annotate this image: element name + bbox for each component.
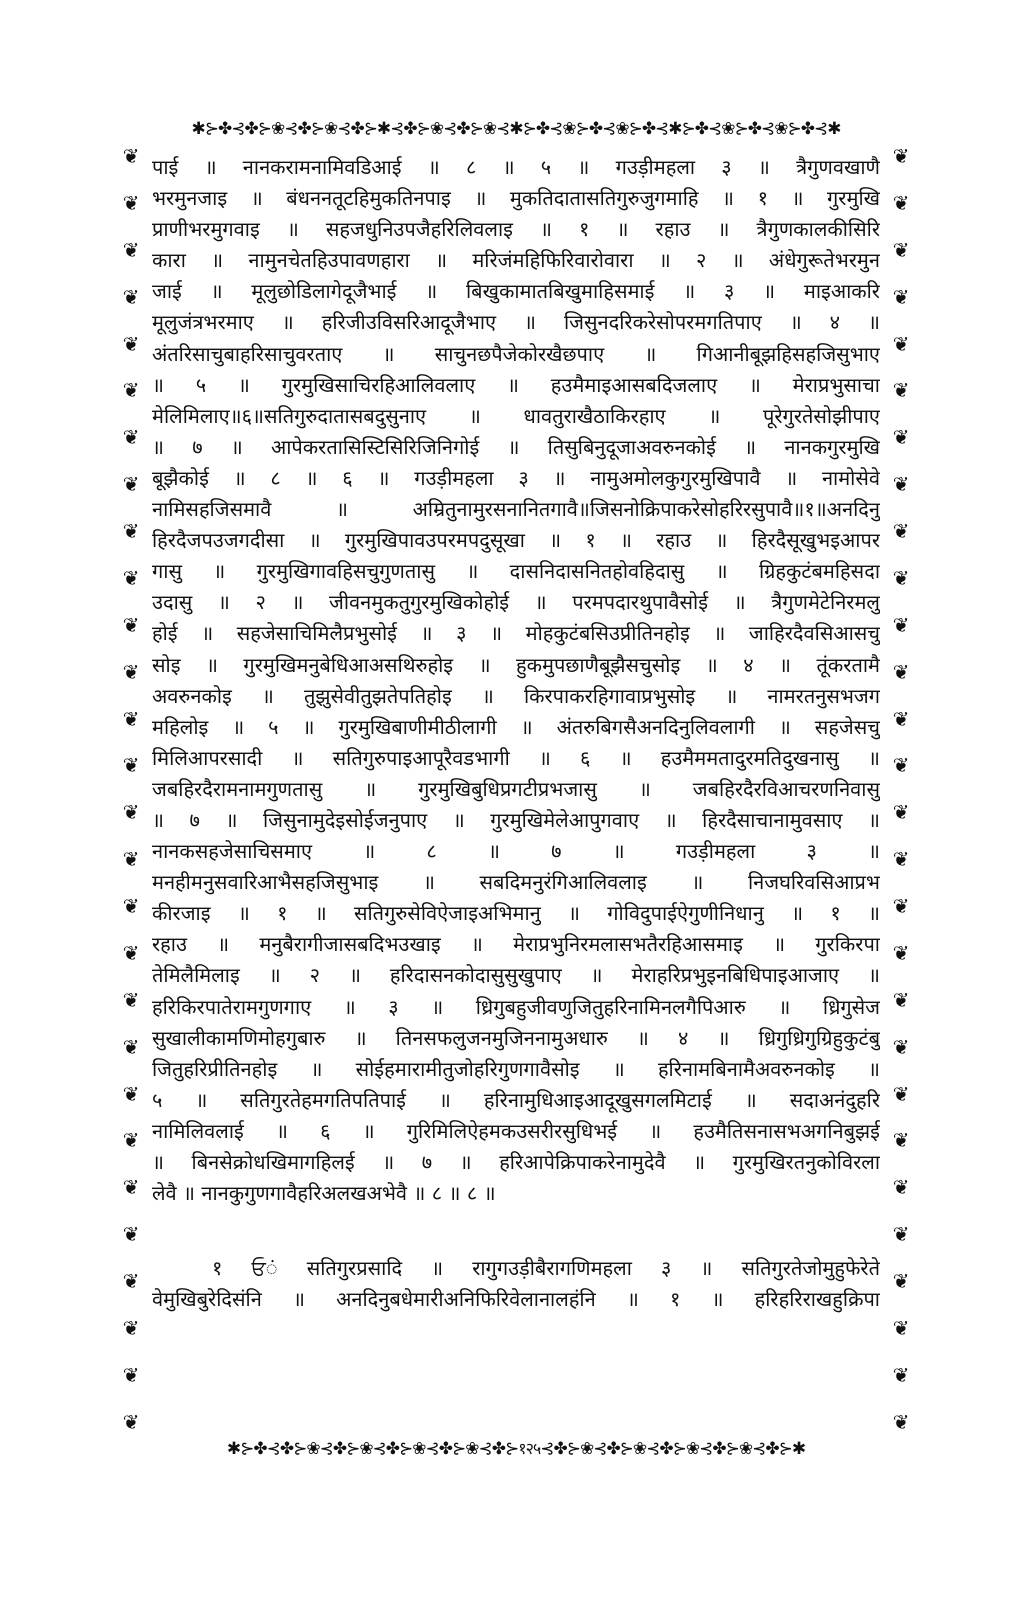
text-line: ॥ ७ ॥ आपेकरतासिस्टिसिरिजिनिगोई ॥ तिसुबिनुदूजाअवरुनकोई ॥ नानकगुरमुखि — [152, 434, 880, 459]
text-line: नानकसहजेसाचिसमाए ॥ ८ ॥ ७ ॥ गउड़ीमहला ३ ॥ — [152, 839, 880, 864]
vine-ornament-icon: ❦ — [122, 378, 140, 403]
text-line: ॥ ५ ॥ गुरमुखिसाचिरहिआलिवलाए ॥ हउमैमाइआसबदिजलाए ॥ मेराप्रभुसाचा — [152, 372, 880, 397]
section-heading-line: १ ਓं सतिगुरप्रसादि ॥ रागुगउड़ीबैरागणिमहला ३ ॥ सतिगुरतेजोमुहुफेरेते — [212, 1256, 880, 1281]
text-line: मूलुजंत्रभरमाए ॥ हरिजीउविसरिआदूजैभाए ॥ जिसुनदरिकरेसोपरमगतिपाए ॥ ४ ॥ — [152, 310, 880, 335]
vine-ornament-icon: ❦ — [122, 1034, 140, 1059]
vine-ornament-icon: ❦ — [122, 519, 140, 543]
vine-ornament-icon: ❦ — [892, 1269, 910, 1293]
vine-ornament-icon: ❦ — [122, 237, 140, 262]
vine-ornament-icon: ❦ — [122, 1362, 140, 1387]
text-line: हिरदैजपउजगदीसा ॥ गुरमुखिपावउपरमपदुसूखा ॥ १ ॥ रहाउ ॥ हिरदैसूखुभइआपर — [152, 528, 880, 553]
vine-ornament-icon: ❦ — [892, 1175, 910, 1200]
vine-ornament-icon: ❦ — [122, 706, 140, 731]
vine-ornament-icon: ❦ — [892, 425, 910, 450]
text-line: महिलोइ ॥ ५ ॥ गुरमुखिबाणीमीठीलागी ॥ अंतरुबिगसैअनदिनुलिवलागी ॥ सहजेसचु — [152, 714, 880, 739]
border-ornament-right: ⊰✤⊱❀⊰✤⊱❀⊰✤⊱❀⊰✤⊱❀⊰✤⊱✱ — [540, 1439, 806, 1459]
vine-ornament-icon: ❦ — [122, 565, 140, 590]
vine-ornament-icon: ❦ — [122, 472, 140, 497]
vine-ornament-icon: ❦ — [892, 612, 910, 637]
text-line: लेवै ॥ नानकुगुणगावैहरिअलखअभेवै ॥ ८ ॥ ८ ॥ — [152, 1181, 496, 1206]
border-ornament-left: ✱⊱✤⊰✤⊱❀⊰✤⊱❀⊰✤⊱❀⊰✤⊱❀⊰✤⊱ — [226, 1439, 519, 1459]
vine-ornament-icon: ❦ — [122, 987, 140, 1012]
text-line: प्राणीभरमुगवाइ ॥ सहजधुनिउपजैहरिलिवलाइ ॥ १ ॥ रहाउ ॥ त्रैगुणकालकीसिरि — [152, 217, 880, 242]
vine-ornament-icon: ❦ — [892, 847, 910, 872]
text-line: सोइ ॥ गुरमुखिमनुबेधिआअसथिरुहोइ ॥ हुकमुपछाणैबूझैसचुसोइ ॥ ४ ॥ तूंकरतामै — [152, 652, 880, 677]
text-line: रहाउ ॥ मनुबैरागीजासबदिभउखाइ ॥ मेराप्रभुनिरमलासभतैरहिआसमाइ ॥ गुरकिरपा — [152, 932, 880, 957]
vine-ornament-icon: ❦ — [892, 1409, 910, 1434]
text-line: अंतरिसाचुबाहरिसाचुवरताए ॥ साचुनछपैजेकोरखैछपाए ॥ गिआनीबूझहिसहजिसुभाए — [152, 341, 880, 366]
vine-ornament-icon: ❦ — [892, 1128, 910, 1153]
text-line: ॥ ७ ॥ जिसुनामुदेइसोईजनुपाए ॥ गुरमुखिमेलेआपुगवाए ॥ हिरदैसाचानामुवसाए ॥ — [152, 807, 880, 832]
vine-ornament-icon: ❦ — [122, 425, 140, 450]
vine-ornament-icon: ❦ — [892, 706, 910, 731]
vine-ornament-icon: ❦ — [892, 1034, 910, 1059]
text-line: कारा ॥ नामुनचेतहिउपावणहारा ॥ मरिजंमहिफिरिवारोवारा ॥ २ ॥ अंधेगुरूतेभरमुन — [152, 248, 880, 273]
ornamental-border-left — [118, 144, 144, 1434]
vine-ornament-icon: ❦ — [122, 1409, 140, 1434]
text-line: सुखालीकामणिमोहगुबारु ॥ तिनसफलुजनमुजिननामुअधारु ॥ ४ ॥ ध्रिगुध्रिगुग्रिहुकुटंबु — [152, 1025, 880, 1050]
text-line: भरमुनजाइ ॥ बंधननतूटहिमुकतिनपाइ ॥ मुकतिदातासतिगुरुजुगमाहि ॥ १ ॥ गुरमुखि — [152, 186, 880, 211]
vine-ornament-icon: ❦ — [892, 190, 910, 215]
text-line: ५ ॥ सतिगुरतेहमगतिपतिपाई ॥ हरिनामुधिआइआदूखुसगलमिटाई ॥ सदाअनंदुहरि — [152, 1087, 880, 1112]
vine-ornament-icon: ❦ — [892, 378, 910, 403]
vine-ornament-icon: ❦ — [122, 612, 140, 637]
vine-ornament-icon: ❦ — [122, 1175, 140, 1200]
vine-ornament-icon: ❦ — [892, 519, 910, 543]
text-line: जबहिरदैरामनामगुणतासु ॥ गुरमुखिबुधिप्रगटीप्रभजासु ॥ जबहिरदैरविआचरणनिवासु — [152, 776, 880, 801]
text-line: पाई ॥ नानकरामनामिवडिआई ॥ ८ ॥ ५ ॥ गउड़ीमहला ३ ॥ त्रैगुणवखाणै — [152, 155, 880, 179]
vine-ornament-icon: ❦ — [122, 1269, 140, 1293]
ornamental-border-top: ✱⊱✤⊰✤⊱❀⊰✤⊱❀⊰✤⊱✱⊰✤⊱❀⊰✤⊱❀⊰✱⊱✤⊰❀⊱✤⊰❀⊱✤⊰✱⊱✤⊰❀⊱✤⊰❀⊱✤⊰✱ — [191, 119, 841, 139]
vine-ornament-icon: ❦ — [122, 1128, 140, 1153]
page-frame — [118, 118, 914, 1460]
vine-ornament-icon: ❦ — [892, 894, 910, 918]
text-line: नामिसहजिसमावै ॥ अम्रितुनामुरसनानितगावै॥जिसनोक्रिपाकरेसोहरिरसुपावै॥१॥अनदिनु — [152, 497, 880, 522]
vine-ornament-icon: ❦ — [122, 284, 140, 309]
vine-ornament-icon: ❦ — [892, 1362, 910, 1387]
text-line: हरिकिरपातेरामगुणगाए ॥ ३ ॥ ध्रिगुबहुजीवणुजितुहरिनामिनलगैपिआरु ॥ ध्रिगुसेज — [152, 994, 880, 1019]
vine-ornament-icon: ❦ — [892, 331, 910, 356]
vine-ornament-icon: ❦ — [892, 565, 910, 590]
vine-ornament-icon: ❦ — [122, 940, 140, 965]
vine-ornament-icon: ❦ — [122, 894, 140, 918]
text-line: कीरजाइ ॥ १ ॥ सतिगुरुसेविऐजाइअभिमानु ॥ गोविदुपाईऐगुणीनिधानु ॥ १ ॥ — [152, 901, 880, 926]
vine-ornament-icon: ❦ — [892, 144, 910, 168]
text-line: अवरुनकोइ ॥ तुझुसेवीतुझतेपतिहोइ ॥ किरपाकरहिगावाप्रभुसोइ ॥ नामरतनुसभजग — [152, 683, 880, 708]
text-line: होई ॥ सहजेसाचिमिलैप्रभुसोई ॥ ३ ॥ मोहकुटंबसिउप्रीतिनहोइ ॥ जाहिरदैवसिआसचु — [152, 621, 880, 646]
text-line: ॥ बिनसेक्रोधखिमागहिलई ॥ ७ ॥ हरिआपेक्रिपाकरेनामुदेवै ॥ गुरमुखिरतनुकोविरला — [152, 1150, 880, 1174]
page-number: १२५ — [518, 1439, 541, 1458]
vine-ornament-icon: ❦ — [122, 800, 140, 825]
vine-ornament-icon: ❦ — [122, 1222, 140, 1247]
section-gap — [152, 1209, 880, 1253]
vine-ornament-icon: ❦ — [122, 659, 140, 684]
scripture-text — [152, 152, 880, 1315]
text-line: बूझैकोई ॥ ८ ॥ ६ ॥ गउड़ीमहला ३ ॥ नामुअमोलकुगुरमुखिपावै ॥ नामोसेवे — [152, 465, 880, 490]
text-line: जाई ॥ मूलुछोडिलागेदूजैभाई ॥ बिखुकामातबिखुमाहिसमाई ॥ ३ ॥ माइआकरि — [152, 279, 880, 304]
text-line: वेमुखिबुरेदिसंनि ॥ अनदिनुबधेमारीअनिफिरिवेलानालहंनि ॥ १ ॥ हरिहरिराखहुक्रिपा — [152, 1287, 880, 1312]
vine-ornament-icon: ❦ — [122, 331, 140, 356]
vine-ornament-icon: ❦ — [122, 847, 140, 872]
vine-ornament-icon: ❦ — [892, 284, 910, 309]
text-line: मेलिमिलाए॥६॥सतिगुरुदातासबदुसुनाए ॥ धावतुराखैठाकिरहाए ॥ पूरेगुरतेसोझीपाए — [152, 403, 880, 428]
text-line: मनहीमनुसवारिआभैसहजिसुभाइ ॥ सबदिमनुरंगिआलिवलाइ ॥ निजघरिवसिआप्रभ — [152, 870, 880, 895]
vine-ornament-icon: ❦ — [122, 1081, 140, 1106]
vine-ornament-icon: ❦ — [122, 753, 140, 778]
vine-ornament-icon: ❦ — [892, 800, 910, 825]
vine-ornament-icon: ❦ — [892, 237, 910, 262]
ornamental-border-right — [888, 144, 914, 1434]
ornamental-border-bottom — [118, 1438, 914, 1460]
text-line: तेमिलैमिलाइ ॥ २ ॥ हरिदासनकोदासुसुखुपाए ॥ मेराहरिप्रभुइनबिधिपाइआजाए ॥ — [152, 963, 880, 988]
vine-ornament-icon: ❦ — [892, 940, 910, 965]
vine-ornament-icon: ❦ — [122, 190, 140, 215]
vine-ornament-icon: ❦ — [892, 1315, 910, 1340]
vine-ornament-icon: ❦ — [892, 1222, 910, 1247]
text-line: जितुहरिप्रीतिनहोइ ॥ सोईहमारामीतुजोहरिगुणगावैसोइ ॥ हरिनामबिनामैअवरुनकोइ ॥ — [152, 1056, 880, 1081]
text-line: नामिलिवलाई ॥ ६ ॥ गुरिमिलिऐहमकउसरीरसुधिभई ॥ हउमैतिसनासभअगनिबुझई — [152, 1118, 880, 1143]
text-line: गासु ॥ गुरमुखिगावहिसचुगुणतासु ॥ दासनिदासनितहोवहिदासु ॥ ग्रिहकुटंबमहिसदा — [152, 559, 880, 584]
vine-ornament-icon: ❦ — [892, 987, 910, 1012]
vine-ornament-icon: ❦ — [122, 144, 140, 168]
text-line: उदासु ॥ २ ॥ जीवनमुकतुगुरमुखिकोहोई ॥ परमपदारथुपावैसोई ॥ त्रैगुणमेटेनिरमलु — [152, 590, 880, 615]
text-line: मिलिआपरसादी ॥ सतिगुरुपाइआपूरैवडभागी ॥ ६ ॥ हउमैममतादुरमतिदुखनासु ॥ — [152, 745, 880, 770]
vine-ornament-icon: ❦ — [122, 1315, 140, 1340]
vine-ornament-icon: ❦ — [892, 659, 910, 684]
vine-ornament-icon: ❦ — [892, 472, 910, 497]
vine-ornament-icon: ❦ — [892, 1081, 910, 1106]
vine-ornament-icon: ❦ — [892, 753, 910, 778]
